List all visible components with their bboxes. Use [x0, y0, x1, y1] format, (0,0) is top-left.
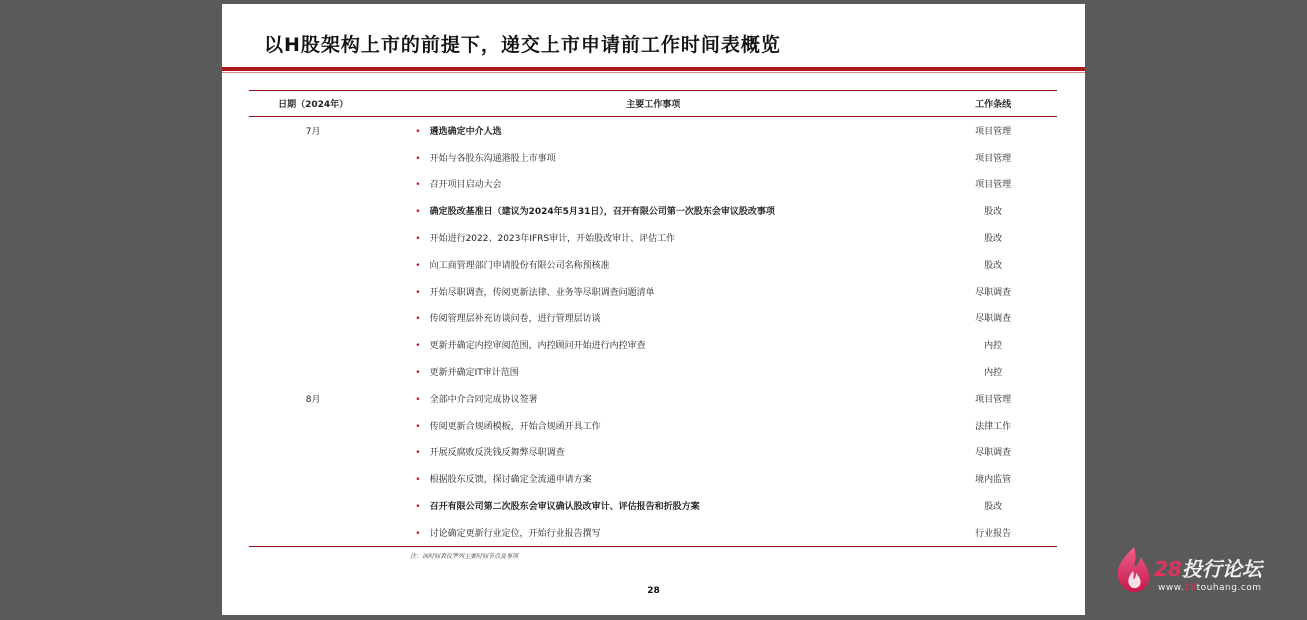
table-row	[249, 439, 1057, 466]
brand-number: 28	[1154, 557, 1182, 581]
row-date	[249, 197, 377, 224]
table-row	[249, 224, 1057, 251]
header-date: 日期（2024年）	[249, 91, 377, 117]
row-workstream: 项目管理	[975, 126, 1012, 137]
row-date	[249, 278, 377, 305]
row-date	[249, 412, 377, 439]
table-row	[249, 305, 1057, 332]
watermark-logo	[1112, 545, 1292, 597]
row-workstream: 境内监管	[975, 475, 1012, 486]
row-task: 向工商管理部门申请股份有限公司名称预核准	[429, 260, 610, 271]
bullet-icon: •	[415, 368, 421, 379]
watermark-url	[1158, 583, 1262, 593]
row-task: 确定股改基准日（建议为2024年5月31日），召开有限公司第一次股东会审议股改事项	[429, 207, 775, 218]
brand-text: 投行论坛	[1181, 557, 1262, 581]
row-workstream: 尽职调查	[975, 287, 1012, 298]
row-workstream: 股改	[984, 502, 1003, 513]
row-date	[249, 171, 377, 198]
row-task-cell	[377, 144, 929, 171]
row-date	[249, 465, 377, 492]
row-date	[249, 305, 377, 332]
row-date	[249, 358, 377, 385]
row-task: 召开项目启动大会	[429, 180, 502, 191]
row-task-cell	[377, 251, 929, 278]
row-task: 更新并确定内控审阅范围，内控顾问开始进行内控审查	[429, 341, 646, 352]
table-row	[249, 331, 1057, 358]
bullet-icon: •	[415, 502, 421, 513]
title-divider	[222, 67, 1085, 71]
table-row	[249, 465, 1057, 492]
row-workstream: 行业报告	[929, 519, 1057, 546]
table-row	[249, 492, 1057, 519]
url-highlight: 28	[1184, 583, 1197, 593]
bullet-icon: •	[415, 153, 421, 164]
bullet-icon: •	[415, 314, 421, 325]
row-task: 全部中介合同完成协议签署	[429, 394, 538, 405]
row-task: 传阅管理层补充访谈问卷，进行管理层访谈	[429, 314, 601, 325]
row-task-cell	[377, 412, 929, 439]
row-task-cell	[377, 358, 929, 385]
title-divider-thin	[222, 72, 1085, 73]
bullet-icon: •	[415, 234, 421, 245]
table-row	[249, 144, 1057, 171]
row-task-cell	[377, 197, 929, 224]
bullet-icon: •	[415, 528, 421, 539]
row-task: 开始与各股东沟通港股上市事项	[429, 153, 556, 164]
row-date	[249, 224, 377, 251]
row-workstream: 项目管理	[975, 394, 1012, 405]
table-row	[249, 117, 1057, 144]
table-row	[249, 171, 1057, 198]
row-task-cell	[377, 519, 929, 546]
row-task-cell	[377, 492, 929, 519]
page-number: 28	[647, 586, 660, 596]
row-task-cell	[377, 224, 929, 251]
bullet-icon: •	[415, 287, 421, 298]
bullet-icon: •	[415, 207, 421, 218]
row-task-cell	[377, 117, 929, 144]
row-date: 7月	[305, 126, 321, 137]
row-workstream: 尽职调查	[975, 448, 1012, 459]
row-date	[249, 331, 377, 358]
row-date	[249, 519, 377, 546]
table-row	[249, 385, 1057, 412]
bullet-icon: •	[415, 475, 421, 486]
row-task: 开展反腐败反洗钱反舞弊尽职调查	[429, 448, 565, 459]
row-task-cell	[377, 331, 929, 358]
bullet-icon: •	[415, 341, 421, 352]
flame-icon	[1112, 545, 1154, 593]
table-row	[249, 412, 1057, 439]
row-task-cell	[377, 278, 929, 305]
url-suffix: touhang.com	[1196, 583, 1262, 593]
bullet-icon: •	[415, 421, 421, 432]
row-task: 讨论确定更新行业定位，开始行业报告撰写	[429, 528, 601, 539]
row-workstream: 内控	[984, 341, 1003, 352]
row-date	[249, 439, 377, 466]
row-workstream: 尽职调查	[975, 314, 1012, 325]
row-task: 召开有限公司第二次股东会审议确认股改审计、评估报告和折股方案	[429, 502, 700, 513]
header-line: 工作条线	[929, 91, 1057, 117]
table-row	[249, 251, 1057, 278]
row-task-cell	[377, 385, 929, 412]
row-workstream: 股改	[984, 260, 1003, 271]
row-date: 8月	[305, 394, 321, 405]
slide-page	[222, 4, 1085, 615]
table-row	[249, 197, 1057, 224]
row-task: 传阅更新合规函模板，开始合规函开具工作	[429, 421, 601, 432]
header-task: 主要工作事项	[377, 91, 929, 117]
row-task-cell	[377, 439, 929, 466]
row-task: 开始尽职调查，传阅更新法律、业务等尽职调查问题清单	[429, 287, 655, 298]
row-workstream: 项目管理	[975, 180, 1012, 191]
watermark-brand	[1154, 553, 1262, 582]
row-workstream: 法律工作	[975, 421, 1012, 432]
row-workstream: 内控	[984, 368, 1003, 379]
row-task: 根据股东反馈，探讨确定全流通申请方案	[429, 475, 592, 486]
url-prefix: www.	[1158, 583, 1185, 593]
schedule-table	[249, 90, 1057, 547]
row-date	[249, 251, 377, 278]
row-task-cell	[377, 171, 929, 198]
row-date	[249, 492, 377, 519]
table-row	[249, 519, 1057, 546]
row-task-cell	[377, 465, 929, 492]
bullet-icon: •	[415, 126, 421, 137]
table-row	[249, 278, 1057, 305]
row-task: 更新并确定IT审计范围	[429, 368, 519, 379]
bullet-icon: •	[415, 180, 421, 191]
footnote: 注：该时间表仅罗列主要时间节点及事项	[410, 553, 519, 560]
bullet-icon: •	[415, 260, 421, 271]
row-workstream: 股改	[984, 207, 1003, 218]
bullet-icon: •	[415, 448, 421, 459]
slide-title: 以H股架构上市的前提下，递交上市申请前工作时间表概览	[264, 34, 781, 56]
table-row	[249, 358, 1057, 385]
row-workstream: 项目管理	[975, 153, 1012, 164]
row-date	[249, 144, 377, 171]
row-task-cell	[377, 305, 929, 332]
row-workstream: 股改	[984, 234, 1003, 245]
row-task: 开始进行2022、2023年IFRS审计，开始股改审计、评估工作	[429, 234, 676, 245]
row-task: 遴选确定中介人选	[429, 126, 502, 137]
bullet-icon: •	[415, 394, 421, 405]
table-header-row	[249, 91, 1057, 117]
